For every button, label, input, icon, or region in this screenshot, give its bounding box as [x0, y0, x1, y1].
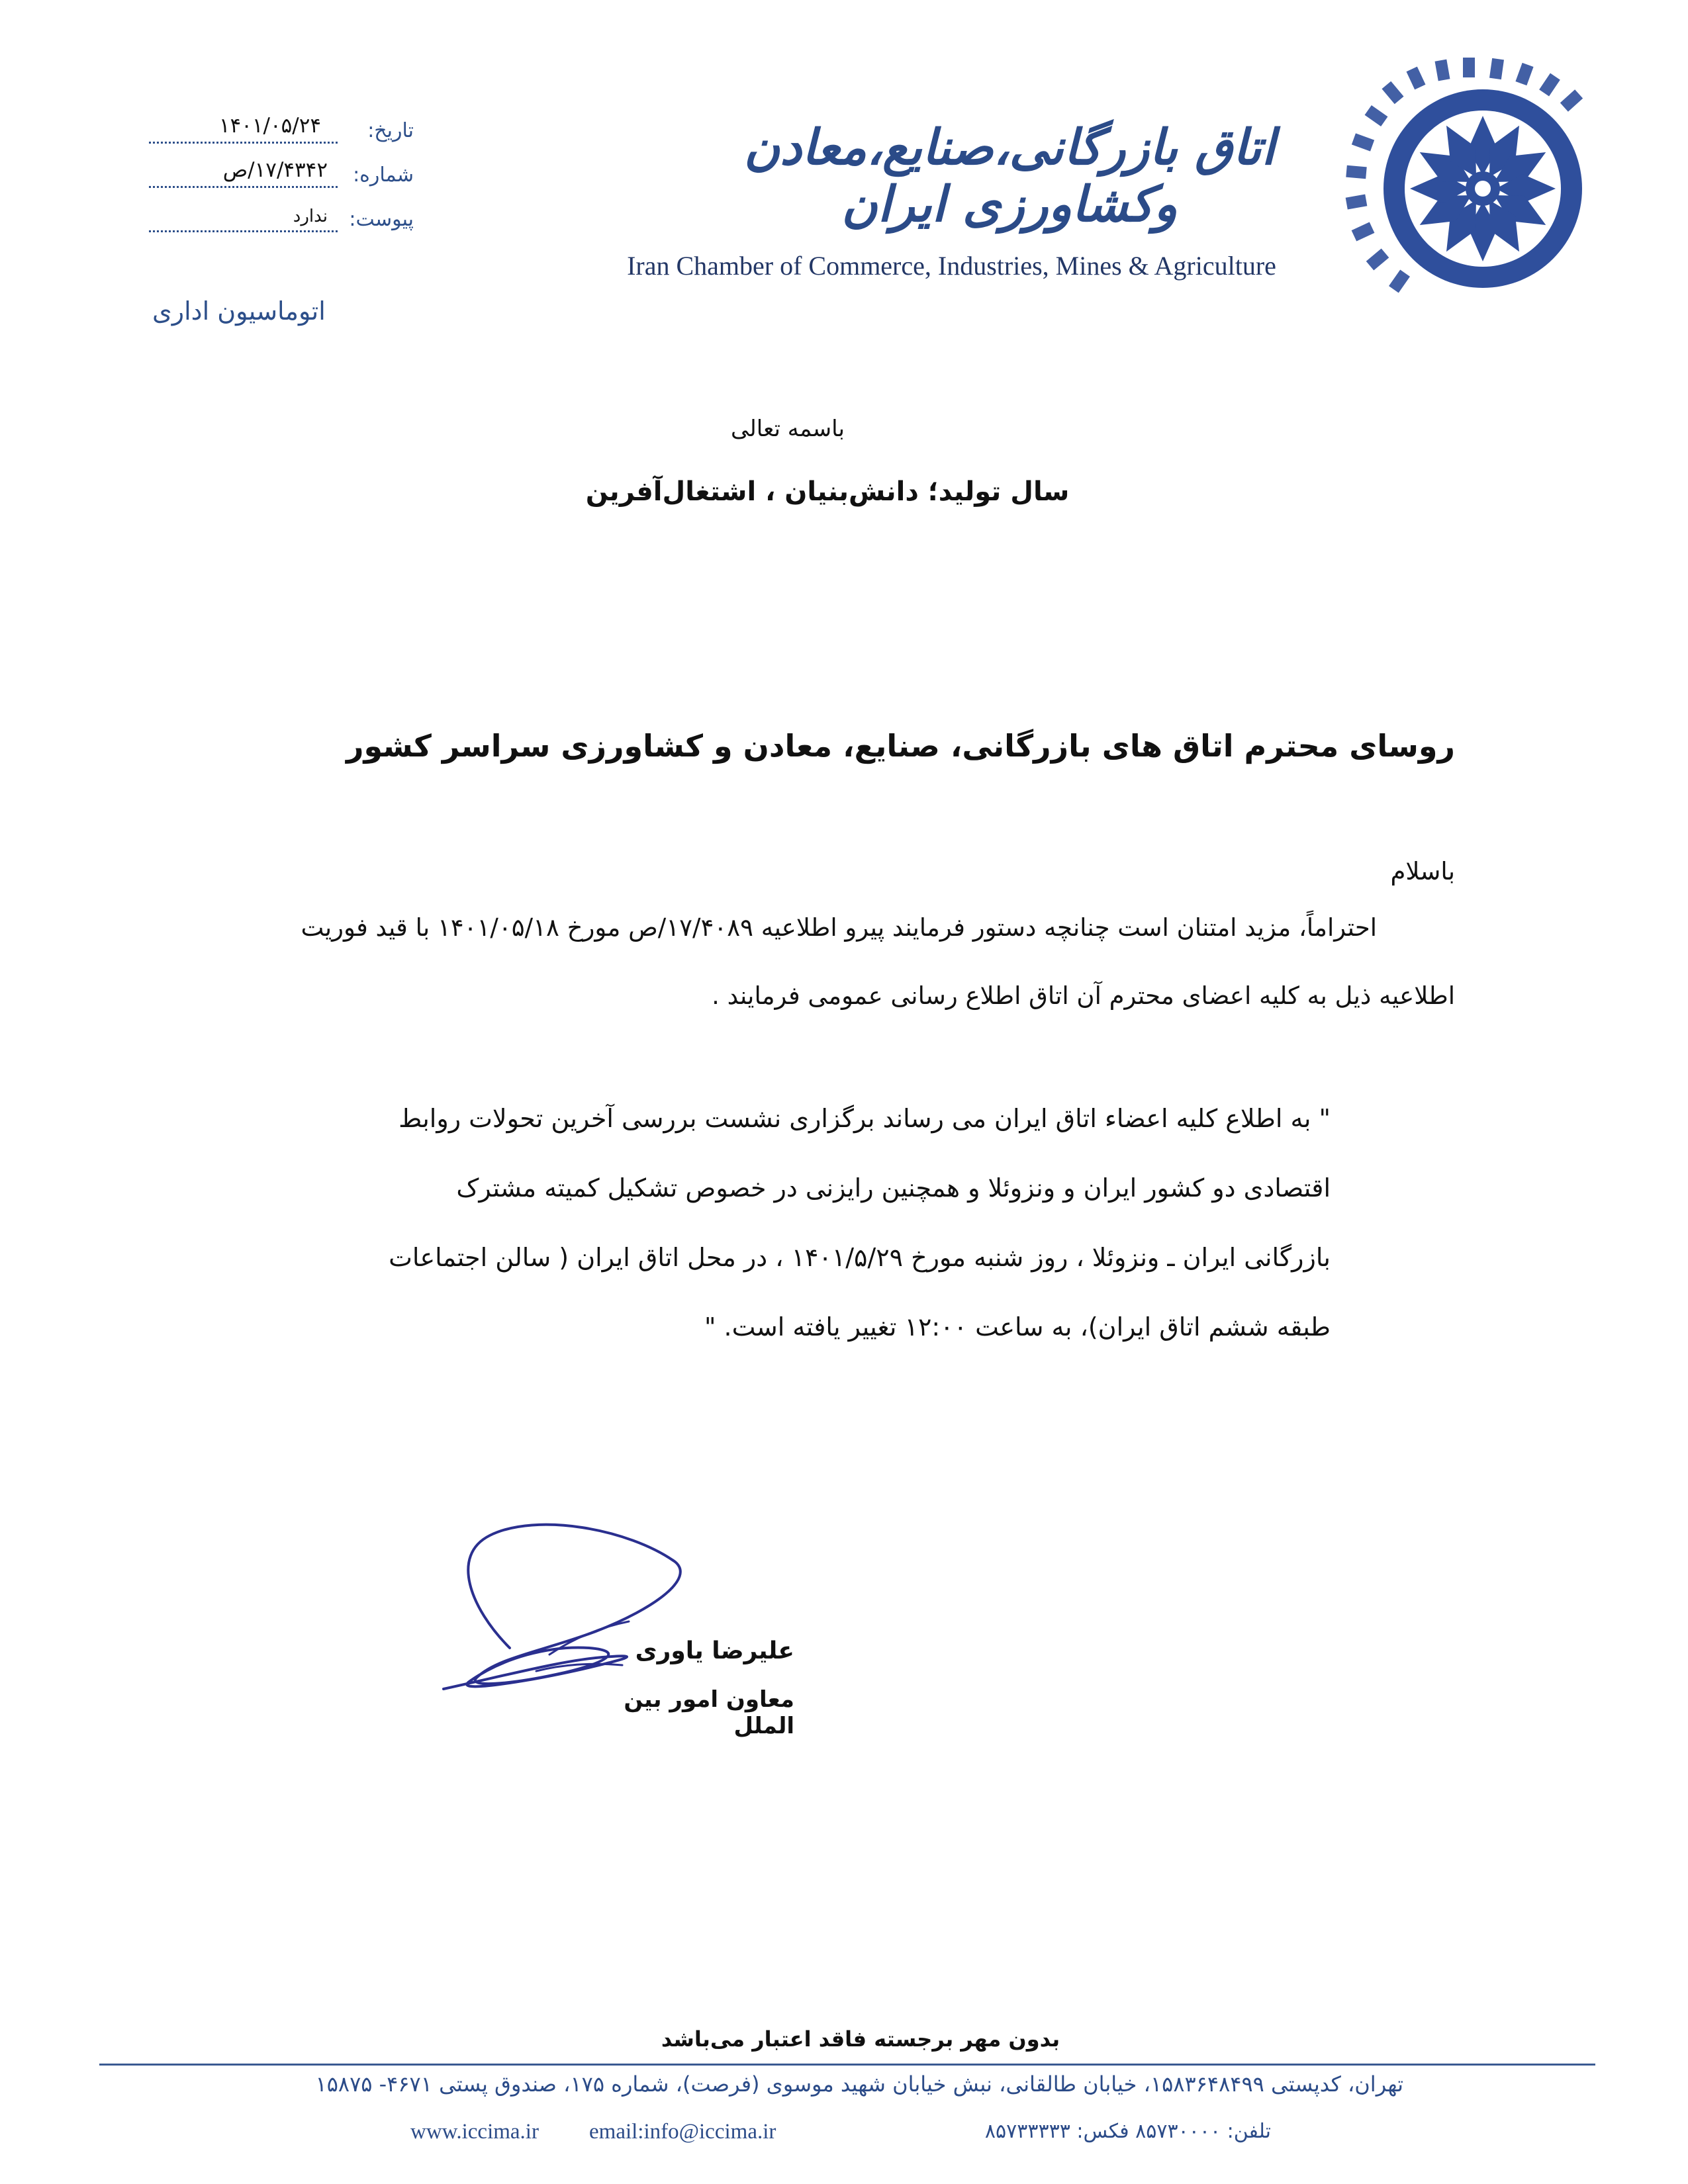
attachment-value: ندارد [293, 206, 328, 226]
invocation: باسمه تعالی [731, 416, 845, 442]
brand-name-en: Iran Chamber of Commerce, Industries, Mines & Agriculture [627, 251, 1276, 281]
year-slogan: سال تولید؛ دانش‌بنیان ، اشتغال‌آفرین [585, 477, 1070, 507]
quote-line-3: بازرگانی ایران ـ ونزوئلا ، روز شنبه مورخ ۱۴۰۱/۵/۲۹ ، در محل اتاق ایران ( سالن اجتماعات [389, 1243, 1331, 1272]
date-label: تاریخ: [367, 119, 414, 142]
validity-notice: بدون مهر برجسته فاقد اعتبار می‌باشد [661, 2026, 1060, 2052]
paragraph-line-1: احتراماً، مزید امتنان است چنانچه دستور فرمایند پیرو اطلاعیه ۱۷/۴۰۸۹/ص مورخ ۱۴۰۱/۰۵/۱۸ با قید فوریت [301, 913, 1377, 942]
handwritten-signature [430, 1516, 715, 1714]
attachment-row [149, 208, 414, 248]
date-underline [149, 142, 338, 144]
number-value: ۱۷/۴۳۴۲/ص [222, 158, 328, 182]
chamber-logo [1337, 56, 1628, 321]
date-value: ۱۴۰۱/۰۵/۲۴ [218, 114, 321, 138]
number-row [149, 158, 414, 203]
recipient-line: روسای محترم اتاق های بازرگانی، صنایع، معادن و کشاورزی سراسر کشور [346, 728, 1455, 764]
footer-divider [99, 2064, 1595, 2066]
signer-name: علیرضا یاوری [635, 1637, 794, 1664]
footer-website-link[interactable]: www.iccima.ir [410, 2120, 539, 2144]
quote-line-4: طبقه ششم اتاق ایران)، به ساعت ۱۲:۰۰ تغییر یافته است. " [704, 1312, 1331, 1342]
number-label: شماره: [353, 163, 414, 187]
quote-line-2: اقتصادی دو کشور ایران و ونزوئلا و همچنین رایزنی در خصوص تشکیل کمیته مشترک [456, 1173, 1331, 1203]
date-row [149, 114, 414, 159]
footer-email-link[interactable]: email:info@iccima.ir [589, 2120, 776, 2144]
paragraph-line-2: اطلاعیه ذیل به کلیه اعضای محترم آن اتاق اطلاع رسانی عمومی فرمایند . [712, 981, 1455, 1010]
signer-title: معاون امور بین الملل [624, 1686, 794, 1739]
footer-address: تهران، کدپستی ۱۵۸۳۶۴۸۴۹۹، خیابان طالقانی، نبش خیابان شهید موسوی (فرصت)، شماره ۱۷۵، صندوق پستی ۴۶۷۱- ۱۵۸۷۵ [315, 2071, 1403, 2097]
brand-name-fa: اتاق بازرگانی،صنایع،معادن وکشاورزی ایران [743, 119, 1276, 233]
attachment-label: پیوست: [349, 208, 414, 231]
footer-phones: تلفن: ۸۵۷۳۰۰۰۰ فکس: ۸۵۷۳۳۳۳۳ [984, 2120, 1271, 2143]
automation-label: اتوماسیون اداری [152, 296, 326, 326]
greeting: باسلام [1390, 857, 1455, 886]
quote-line-1: " به اطلاع کلیه اعضاء اتاق ایران می رساند برگزاری نشست بررسی آخرین تحولات روابط [399, 1104, 1331, 1133]
number-underline [149, 186, 338, 188]
attachment-underline [149, 230, 338, 232]
